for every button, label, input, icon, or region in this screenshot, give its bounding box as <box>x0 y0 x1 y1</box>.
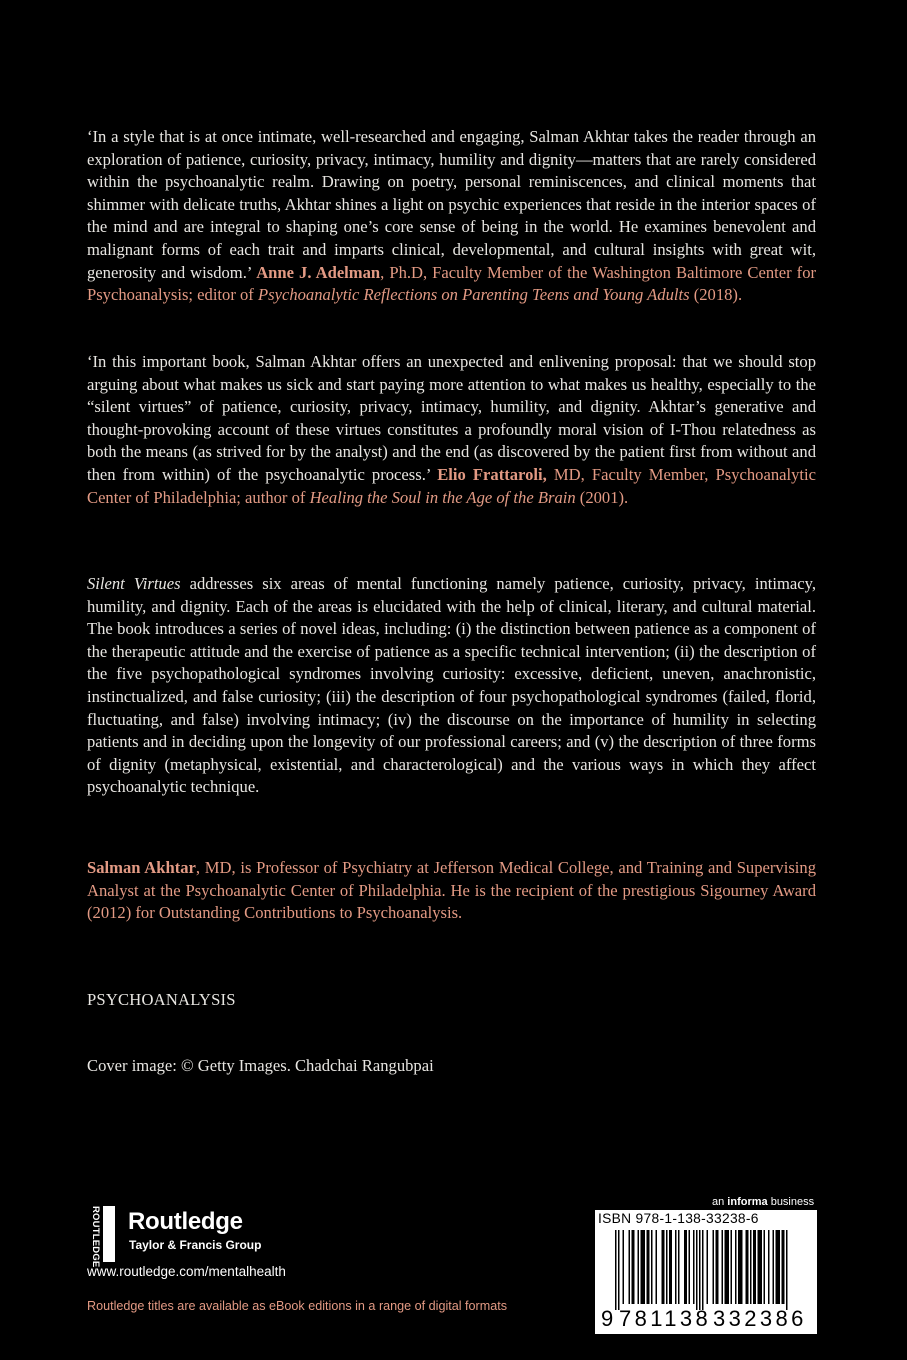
routledge-vertical-wordmark: ROUTLEDGE <box>90 1206 101 1268</box>
publisher-name: Routledge <box>128 1208 243 1235</box>
quote-credentials: , Ph.D, Faculty Member of the Washington Baltimore Center for Psychoanalysis; editor of <box>87 262 817 305</box>
bio-text: , MD, is Professor of Psychiatry at Jefferson Medical College, and Training and Supervising Analyst at the Psychoanalytic Center of Philadelphia. He is the recipient of the prestigious Sigourney Award (2012) for Outstanding Contributions to Psychoanalysis. <box>87 858 816 923</box>
barcode-digits <box>595 1306 817 1334</box>
quote-book-title: Psychoanalytic Reflections on Parenting Teens and Young Adults <box>258 285 690 305</box>
barcode-bar <box>629 1230 631 1304</box>
bio-name: Salman Akhtar <box>87 858 196 877</box>
barcode-bar <box>675 1230 677 1304</box>
barcode-bar <box>750 1230 752 1304</box>
barcode-bar <box>656 1230 658 1304</box>
barcode-bar <box>618 1230 620 1310</box>
barcode-bar <box>753 1230 756 1304</box>
barcode-bar <box>641 1230 646 1304</box>
barcode-bar <box>689 1230 691 1304</box>
barcode-bar <box>684 1230 687 1304</box>
informa-brand: informa <box>727 1196 768 1208</box>
barcode-bar <box>632 1230 635 1304</box>
barcode-bar <box>722 1230 724 1304</box>
book-title: Silent Virtues <box>87 574 181 593</box>
barcode-bar <box>696 1230 698 1310</box>
barcode-digits-right: 332386 <box>713 1306 807 1331</box>
barcode-bar <box>786 1230 788 1310</box>
author-bio <box>87 857 816 925</box>
subject-category: PSYCHOANALYSIS <box>87 990 236 1009</box>
quote-text: ‘In a style that is at once intimate, well-researched and engaging, Salman Akhtar takes the reader through an exploration of patience, curiosity, privacy, intimacy, humility and dignity—matters that are rarely considered within the psychoanalytic realm. Drawing on poetry, personal reminiscences, and clinical moments that shimmer with delicate truths, Akhtar shines a light on psychic experiences that reside in the interior spaces of the mind and are integral to shaping one’s core sense of being in the world. He examines benevolent and malignant forms of each trait and imparts clinical, developmental, and cultural insights with great wit, generosity and wisdom.’ <box>87 127 816 282</box>
barcode-bar <box>735 1230 737 1304</box>
ebook-note: Routledge titles are available as eBook editions in a range of digital formats <box>87 1299 508 1313</box>
book-description <box>87 573 816 799</box>
quote-year: (2001). <box>575 487 629 507</box>
barcode-bar <box>647 1230 650 1304</box>
quote-author: Elio Frattaroli, <box>437 464 547 484</box>
quote-year: (2018). <box>689 285 743 305</box>
informa-prefix: an <box>712 1196 728 1208</box>
barcode-bar <box>716 1230 719 1304</box>
barcode-bars <box>595 1230 817 1310</box>
publisher-group: Taylor & Francis Group <box>129 1238 262 1252</box>
barcode-bar <box>678 1230 680 1304</box>
barcode-bar <box>638 1230 640 1304</box>
barcode-bar <box>725 1230 730 1304</box>
cover-credit: Cover image: © Getty Images. Chadchai Rangubpai <box>87 1056 434 1075</box>
isbn-barcode <box>595 1210 817 1334</box>
routledge-logo <box>87 1206 277 1268</box>
barcode-bar <box>662 1230 665 1304</box>
barcode-bar <box>699 1230 701 1310</box>
informa-suffix: business <box>767 1196 815 1208</box>
quote-book-title: Healing the Soul in the Age of the Brain <box>309 487 576 507</box>
endorsement-quote-2 <box>87 351 816 509</box>
barcode-bar <box>746 1230 749 1304</box>
isbn-label: ISBN 978-1-138-33238-6 <box>598 1211 759 1226</box>
barcode-bar <box>623 1230 625 1304</box>
barcode-bar <box>782 1230 785 1304</box>
barcode-bar <box>713 1230 715 1304</box>
barcode-bar <box>615 1230 617 1310</box>
barcode-bar <box>651 1230 653 1304</box>
barcode-bar <box>764 1230 766 1304</box>
barcode-bar <box>776 1230 781 1304</box>
barcode-bar <box>731 1230 733 1304</box>
barcode-bar <box>669 1230 672 1304</box>
quote-credentials: MD, Faculty Member, Psychoanalytic Center of Philadelphia; author of <box>87 464 816 507</box>
barcode-bar <box>693 1230 695 1304</box>
informa-tagline <box>712 1196 814 1208</box>
publisher-url[interactable]: www.routledge.com/mentalhealth <box>87 1264 286 1279</box>
barcode-bar <box>702 1230 704 1310</box>
barcode-bar <box>758 1230 763 1304</box>
barcode-bar <box>773 1230 775 1304</box>
quote-author: Anne J. Adelman <box>256 262 381 282</box>
quote-text: ‘In this important book, Salman Akhtar offers an unexpected and enlivening proposal: that we should stop arguing about what makes us sick and start paying more attention to what makes us healthy, especially to the “silent virtues” of patience, curiosity, privacy, intimacy, humility, and dignity. Akhtar’s generative and thought-provoking account of these virtues constitutes a profoundly moral vision of I-Thou relatedness as both the means (as strived for by the analyst) and the end (as discovered by the patient first from without and then from within) of the psychoanalytic process.’ <box>87 352 816 484</box>
barcode-bar <box>666 1230 668 1304</box>
endorsement-quote-1 <box>87 126 816 307</box>
barcode-bar <box>707 1230 709 1304</box>
barcode-digits-left: 781138 <box>619 1306 712 1331</box>
barcode-bar <box>768 1230 770 1304</box>
barcode-bar <box>738 1230 743 1304</box>
description-text: addresses six areas of mental functioning namely patience, curiosity, privacy, intimacy, humility, and dignity. Each of the areas is elucidated with the help of clinical, literary, and cultural material. The book introduces a series of novel ideas, including: (i) the distinction between patience as a component of the therapeutic attitude and the exercise of patience as a specific technical intervention; (ii) the description of the five psychopathological syndromes involving curiosity: excessive, deficient, uneven, anachronistic, instinctualized, and false curiosity; (iii) the description of four psychopathological syndromes (failed, florid, fluctuating, and false) involving intimacy; (iv) the discourse on the importance of humility in selecting patients and in deciding upon the longevity of our professional careers; and (v) the description of three forms of dignity (metaphysical, existential, and characterological) and the various ways in which they affect psychoanalytic technique. <box>87 574 816 797</box>
barcode-digit-lead: 9 <box>601 1306 614 1331</box>
